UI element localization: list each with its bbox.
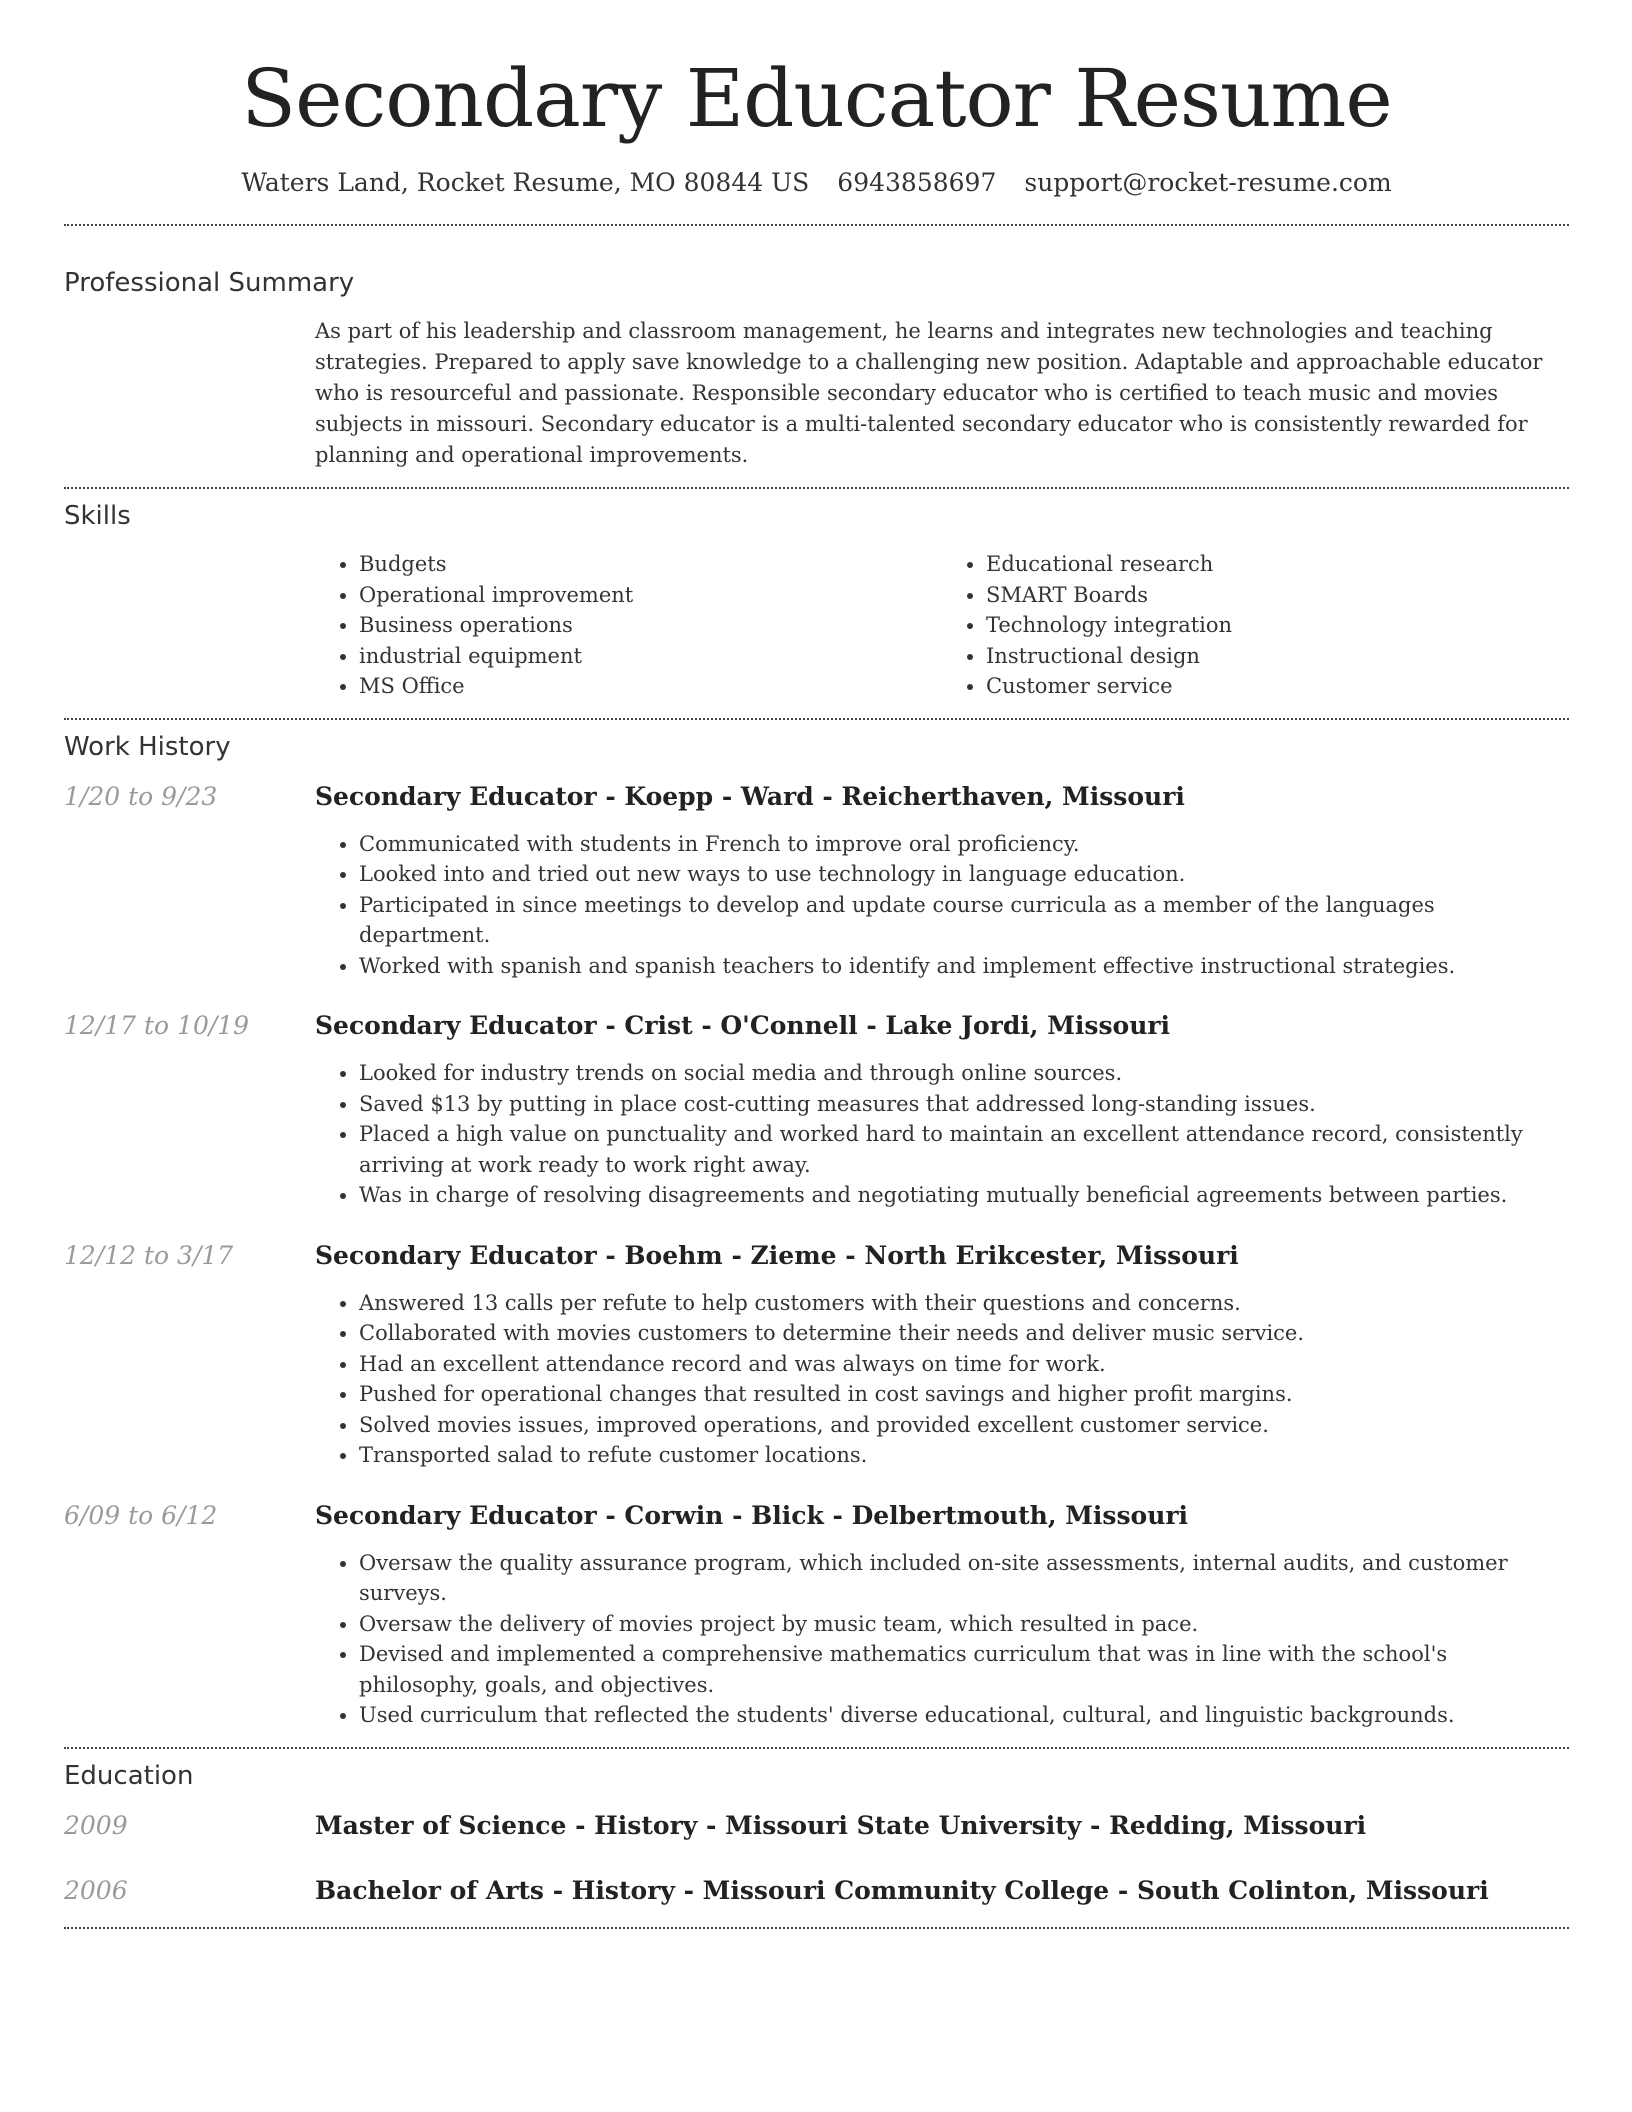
job-title: Secondary Educator - Corwin - Blick - Delbertmouth, Missouri — [315, 1500, 1189, 1530]
job-bullet: • Answered 13 calls per refute to help customers with their questions and concerns. — [359, 1288, 1569, 1319]
job-bullet: • Transported salad to refute customer locations. — [359, 1440, 1569, 1471]
job-entry — [64, 1241, 1569, 1471]
job-bullet: • Was in charge of resolving disagreements and negotiating mutually beneficial agreements between parties. — [359, 1180, 1569, 1211]
job-bullet: • Looked for industry trends on social media and through online sources. — [359, 1058, 1569, 1089]
education-entry — [64, 1811, 1569, 1840]
job-bullet: • Had an excellent attendance record and was always on time for work. — [359, 1349, 1569, 1380]
contact-email: support@rocket-resume.com — [1024, 168, 1392, 197]
job-title: Secondary Educator - Crist - O'Connell - Lake Jordi, Missouri — [315, 1011, 1171, 1040]
education-details — [315, 1811, 1569, 1840]
job-dates: 12/12 to 3/17 — [64, 1240, 234, 1270]
job-bullet: • Oversaw the delivery of movies project by music team, which resulted in pace. — [359, 1609, 1569, 1640]
skills-heading: Skills — [64, 501, 131, 531]
resume-page — [64, 0, 1569, 1929]
job-bullet: • Looked into and tried out new ways to use technology in language education. — [359, 859, 1569, 890]
job-entry — [64, 1011, 1569, 1211]
contact-address: Waters Land, Rocket Resume, MO 80844 US — [241, 168, 810, 197]
job-entry — [64, 1501, 1569, 1731]
skill-item: • MS Office — [359, 671, 942, 702]
skills-column-left — [315, 549, 942, 702]
divider — [64, 718, 1569, 720]
skills-column-right — [942, 549, 1569, 702]
skill-item: • Educational research — [986, 549, 1569, 580]
summary-heading: Professional Summary — [64, 268, 355, 298]
job-details — [315, 782, 1569, 982]
skill-item: • industrial equipment — [359, 641, 942, 672]
skill-item: • Customer service — [986, 671, 1569, 702]
job-bullet: • Oversaw the quality assurance program, which included on-site assessments, internal audits, and customer surveys. — [359, 1548, 1569, 1609]
skills-list — [315, 549, 1569, 702]
job-title: Secondary Educator - Koepp - Ward - Reicherthaven, Missouri — [315, 781, 1185, 811]
page-title: Secondary Educator Resume — [241, 52, 1392, 145]
job-bullet: • Collaborated with movies customers to determine their needs and deliver music service. — [359, 1318, 1569, 1349]
job-dates: 12/17 to 10/19 — [64, 1011, 250, 1040]
job-bullets — [315, 1058, 1569, 1211]
work-history-list — [64, 782, 1569, 1731]
job-dates: 1/20 to 9/23 — [64, 781, 218, 811]
divider — [64, 224, 1569, 226]
job-bullets — [315, 1288, 1569, 1471]
job-title: Secondary Educator - Boehm - Zieme - North Erikcester, Missouri — [315, 1240, 1239, 1270]
summary-text: As part of his leadership and classroom management, he learns and integrates new technologies and teaching strategies. Prepared to apply save knowledge to a challenging new position. Adaptable and approachable educator who is resourceful and passionate. Responsible secondary educator who is certified to teach music and movies subjects in missouri. Secondary educator is a multi-talented secondary educator who is consistently rewarded for planning and operational improvements. — [315, 319, 1543, 467]
education-title: Bachelor of Arts - History - Missouri Community College - South Colinton, Missouri — [315, 1875, 1489, 1905]
job-bullet: • Saved $13 by putting in place cost-cutting measures that addressed long-standing issues. — [359, 1089, 1569, 1120]
contact-phone: 6943858697 — [837, 168, 997, 197]
divider — [64, 1747, 1569, 1749]
education-title: Master of Science - History - Missouri State University - Redding, Missouri — [315, 1810, 1367, 1840]
skill-item: • Business operations — [359, 610, 942, 641]
job-dates: 6/09 to 6/12 — [64, 1500, 218, 1530]
skill-item: • Technology integration — [986, 610, 1569, 641]
education-list — [64, 1811, 1569, 1905]
education-details — [315, 1876, 1569, 1905]
education-year: 2006 — [64, 1875, 128, 1905]
job-details — [315, 1501, 1569, 1731]
job-bullet: • Solved movies issues, improved operations, and provided excellent customer service. — [359, 1410, 1569, 1441]
skill-item: • Budgets — [359, 549, 942, 580]
job-details — [315, 1011, 1569, 1211]
job-bullet: • Participated in since meetings to develop and update course curricula as a member of the languages department. — [359, 890, 1569, 951]
skill-item: • SMART Boards — [986, 580, 1569, 611]
education-entry — [64, 1876, 1569, 1905]
job-details — [315, 1241, 1569, 1471]
divider — [64, 487, 1569, 489]
education-heading: Education — [64, 1760, 194, 1791]
job-bullet: • Used curriculum that reflected the students' diverse educational, cultural, and linguistic backgrounds. — [359, 1700, 1569, 1731]
job-bullets — [315, 829, 1569, 982]
work-history-heading: Work History — [64, 731, 231, 762]
job-bullet: • Placed a high value on punctuality and worked hard to maintain an excellent attendance record, consistently arriving at work ready to work right away. — [359, 1119, 1569, 1180]
job-entry — [64, 782, 1569, 982]
contact-line — [64, 168, 1569, 197]
job-bullet: • Communicated with students in French to improve oral proficiency. — [359, 829, 1569, 860]
divider — [64, 1927, 1569, 1929]
job-bullet: • Worked with spanish and spanish teachers to identify and implement effective instructional strategies. — [359, 951, 1569, 982]
job-bullets — [315, 1548, 1569, 1731]
job-bullet: • Pushed for operational changes that resulted in cost savings and higher profit margins. — [359, 1379, 1569, 1410]
skill-item: • Operational improvement — [359, 580, 942, 611]
skill-item: • Instructional design — [986, 641, 1569, 672]
education-year: 2009 — [64, 1810, 128, 1840]
job-bullet: • Devised and implemented a comprehensive mathematics curriculum that was in line with the school's philosophy, goals, and objectives. — [359, 1639, 1569, 1700]
